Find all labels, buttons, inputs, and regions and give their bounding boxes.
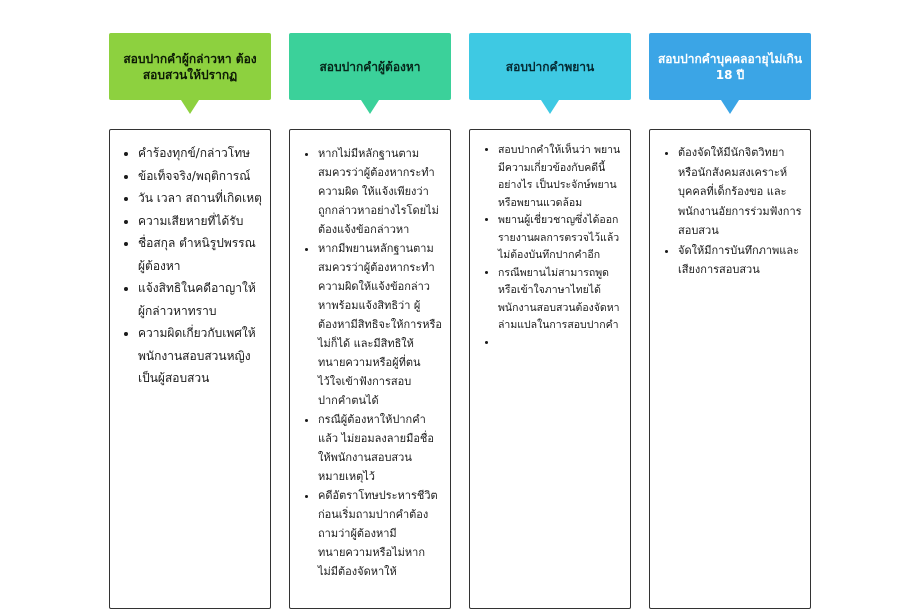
list-item: • สอบปากคำให้เห็นว่า พยานมีความเกี่ยวข้องกับคดีนี้อย่างไร เป็นประจักษ์พยานหรือพยานแวดล้อม: [498, 142, 622, 212]
column-header: [649, 33, 811, 100]
list-item: • ชื่อสกุล ตำหนิรูปพรรณผู้ต้องหา: [138, 232, 262, 277]
down-arrow-icon: [181, 100, 199, 114]
column-header-text: สอบปากคำผู้ต้องหา: [319, 59, 421, 74]
list-item: • ข้อเท็จจริง/พฤติการณ์: [138, 165, 262, 188]
bullet-list: [302, 144, 442, 581]
content-box: [289, 129, 451, 609]
list-item: • กรณีพยานไม่สามารถพูดหรือเข้าใจภาษาไทยได้ พนักงานสอบสวนต้องจัดหาล่ามแปลในการสอบปากคำ: [498, 265, 622, 335]
column-header-text: สอบปากคำพยาน: [505, 59, 595, 74]
list-item: • วัน เวลา สถานที่เกิดเหตุ: [138, 187, 262, 210]
list-item: • ต้องจัดให้มีนักจิตวิทยาหรือนักสังคมสงเคราะห์ บุคคลที่เด็กร้องขอ และพนักงานอัยการร่วมฟังการสอบสวน: [678, 143, 802, 241]
list-item: • ความเสียหายที่ได้รับ: [138, 210, 262, 233]
content-box: [109, 129, 271, 609]
column-header-text: สอบปากคำผู้กล่าวหา ต้องสอบสวนให้ปรากฏ: [123, 51, 257, 82]
content-box: [469, 129, 631, 609]
list-item: • คดีอัตราโทษประหารชีวิต ก่อนเริ่มถามปากคำต้องถามว่าผู้ต้องหามีทนายความหรือไม่หากไม่มีต้องจัดหาให้: [318, 486, 442, 581]
list-item: • จัดให้มีการบันทึกภาพและเสียงการสอบสวน: [678, 241, 802, 280]
list-item: • คำร้องทุกข์/กล่าวโทษ: [138, 142, 262, 165]
list-item: • หากไม่มีหลักฐานตามสมควรว่าผู้ต้องหากระทำความผิด ให้แจ้งเพียงว่าถูกกล่าวหาอย่างไรโดยไม่ต้องแจ้งข้อกล่าวหา: [318, 144, 442, 239]
bullet-list: [482, 142, 622, 352]
content-box: [649, 129, 811, 609]
bullet-list: [122, 142, 262, 390]
down-arrow-icon: [361, 100, 379, 114]
list-item: • กรณีผู้ต้องหาให้ปากคำแล้ว ไม่ยอมลงลายมือชื่อ ให้พนักงานสอบสวนหมายเหตุไว้: [318, 410, 442, 486]
column-header: [469, 33, 631, 100]
column-header: [109, 33, 271, 100]
bullet-list: [662, 143, 802, 280]
list-item: • พยานผู้เชี่ยวชาญซึ่งได้ออกรายงานผลการตรวจไว้แล้ว ไม่ต้องบันทึกปากคำอีก: [498, 212, 622, 265]
list-item: • ความผิดเกี่ยวกับเพศให้พนักงานสอบสวนหญิงเป็นผู้สอบสวน: [138, 322, 262, 390]
down-arrow-icon: [721, 100, 739, 114]
column-header-text: สอบปากคำบุคคลอายุไม่เกิน 18 ปี: [657, 51, 803, 82]
down-arrow-icon: [541, 100, 559, 114]
list-item: • หากมีพยานหลักฐานตามสมควรว่าผู้ต้องหากระทำความผิดให้แจ้งข้อกล่าวหาพร้อมแจ้งสิทธิว่า ผู้ต้องหามีสิทธิจะให้การหรือไม่ก็ได้ และมีสิทธิให้ทนายความหรือผู้ที่ตนไว้ใจเข้าฟังการสอบปากคำตนได้: [318, 239, 442, 410]
list-item: [498, 335, 622, 353]
column-header: [289, 33, 451, 100]
list-item: • แจ้งสิทธิในคดีอาญาให้ผู้กล่าวหาทราบ: [138, 277, 262, 322]
